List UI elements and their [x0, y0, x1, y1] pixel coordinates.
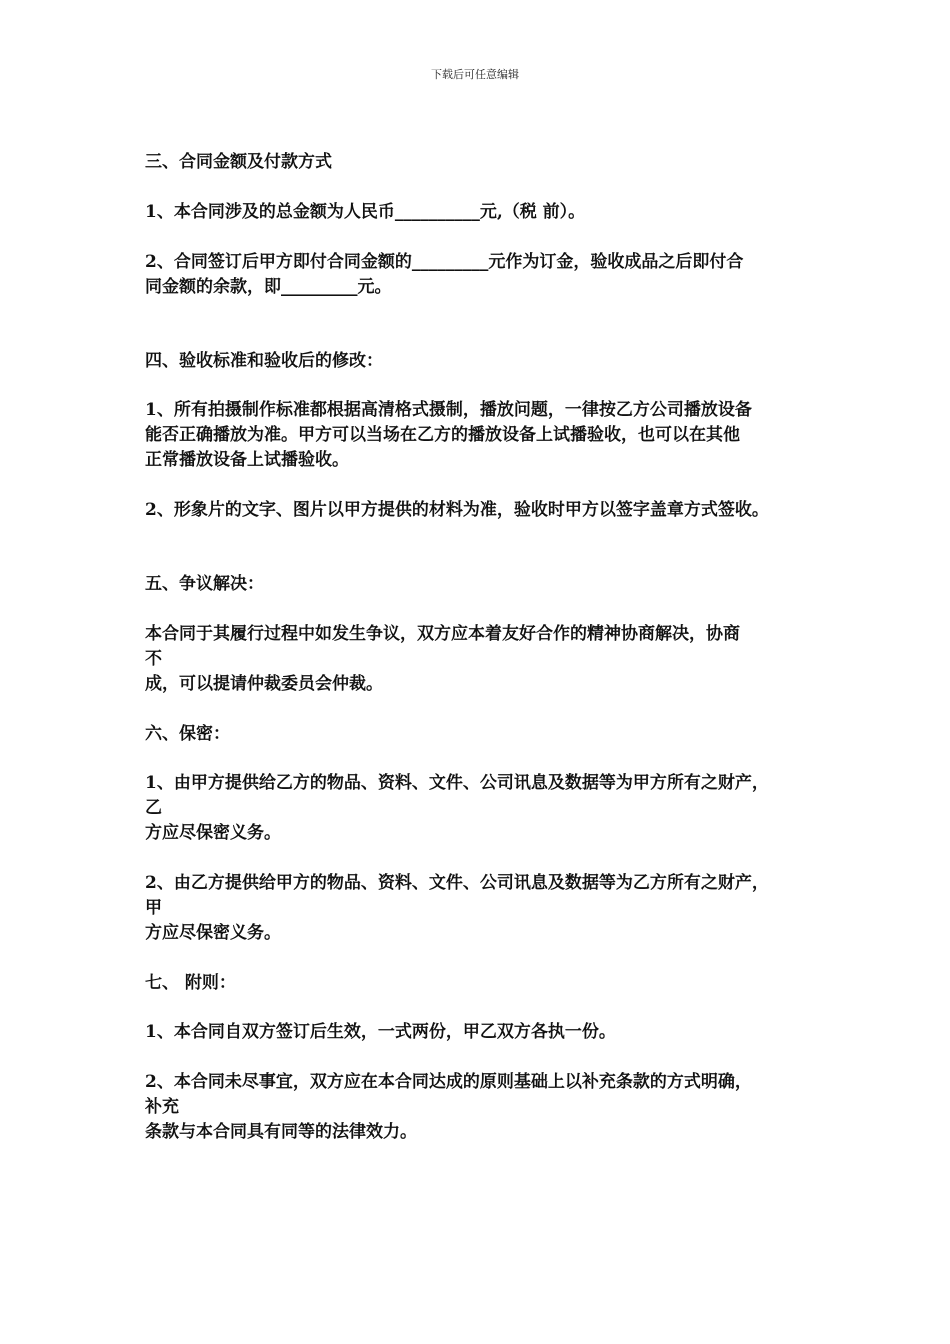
- clause-acceptance-line1: 1、所有拍摄制作标准都根据高清格式摄制，播放问题，一律按乙方公司播放设备: [145, 400, 752, 420]
- section-title-payment: 三、合同金额及付款方式: [145, 152, 332, 172]
- clause-conf-b-line2: 甲: [145, 898, 162, 918]
- page-header-note: 下载后可任意编辑: [431, 68, 519, 81]
- section-title-supplementary: 七、 附则：: [145, 973, 236, 993]
- clause-conf-a-line1: 1、由甲方提供给乙方的物品、资料、文件、公司讯息及数据等为甲方所有之财产，: [145, 773, 769, 793]
- clause-conf-b-line1: 2、由乙方提供给甲方的物品、资料、文件、公司讯息及数据等为乙方所有之财产，: [145, 873, 769, 893]
- clause-disputes-line1: 本合同于其履行过程中如发生争议，双方应本着友好合作的精神协商解决，协商: [145, 624, 740, 644]
- section-title-disputes: 五、争议解决：: [145, 574, 264, 594]
- clause-materials: 2、形象片的文字、图片以甲方提供的材料为准，验收时甲方以签字盖章方式签收。: [145, 500, 769, 520]
- clause-conf-a-line2: 乙: [145, 798, 162, 818]
- clause-effective: 1、本合同自双方签订后生效，一式两份，甲乙双方各执一份。: [145, 1022, 616, 1042]
- clause-acceptance-line2: 能否正确播放为准。甲方可以当场在乙方的播放设备上试播验收，也可以在其他: [145, 425, 740, 445]
- clause-supplement-line3: 条款与本合同具有同等的法律效力。: [145, 1122, 417, 1142]
- clause-supplement-line1: 2、本合同未尽事宜，双方应在本合同达成的原则基础上以补充条款的方式明确，: [145, 1072, 752, 1092]
- clause-conf-a-line3: 方应尽保密义务。: [145, 823, 281, 843]
- section-title-acceptance: 四、验收标准和验收后的修改：: [145, 351, 383, 371]
- clause-supplement-line2: 补充: [145, 1097, 179, 1117]
- clause-acceptance-line3: 正常播放设备上试播验收。: [145, 450, 349, 470]
- clause-disputes-line2: 不: [145, 649, 162, 669]
- clause-conf-b-line3: 方应尽保密义务。: [145, 923, 281, 943]
- clause-deposit-line2: 同金额的余款，即_________元。: [145, 277, 392, 297]
- clause-deposit-line1: 2、合同签订后甲方即付合同金额的_________元作为订金，验收成品之后即付合: [145, 252, 744, 272]
- section-title-confidentiality: 六、保密：: [145, 724, 230, 744]
- clause-total-amount: 1、本合同涉及的总金额为人民币__________元,（税 前）。: [145, 202, 586, 222]
- clause-disputes-line3: 成，可以提请仲裁委员会仲裁。: [145, 674, 383, 694]
